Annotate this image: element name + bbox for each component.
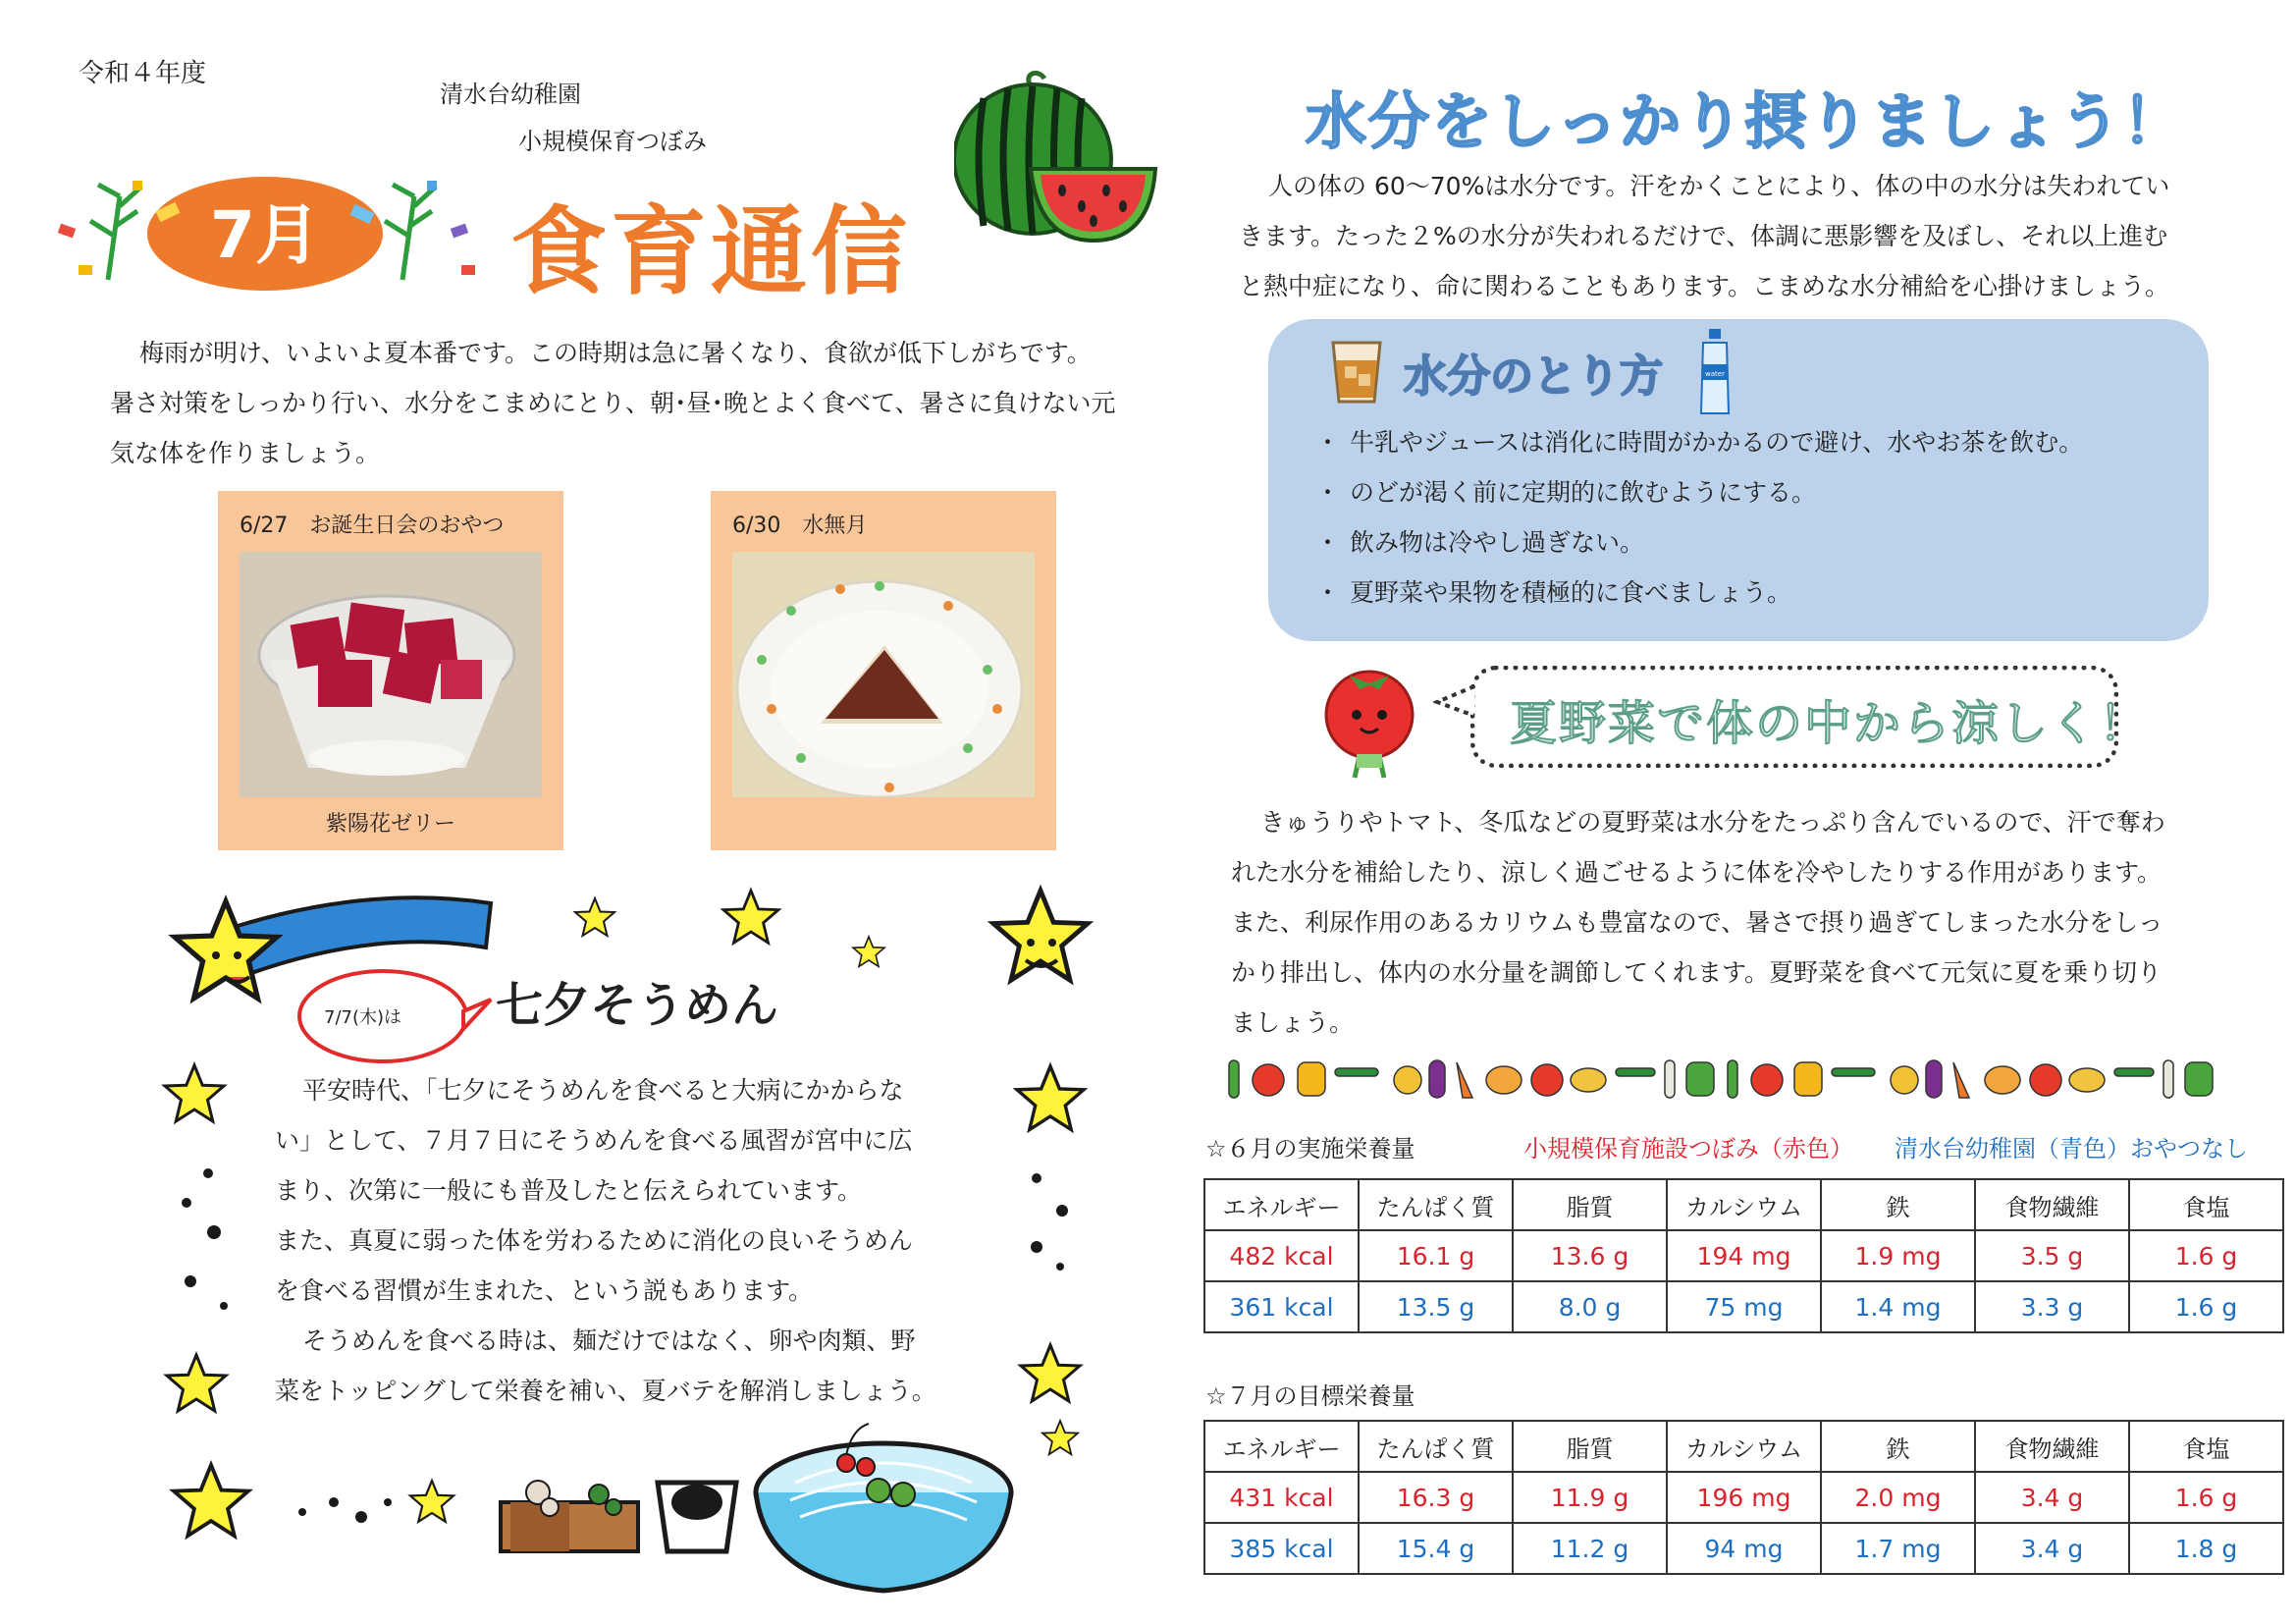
table-cell: エネルギー bbox=[1204, 1421, 1359, 1472]
table-cell: 16.3 g bbox=[1359, 1472, 1513, 1523]
table-row bbox=[1204, 1523, 2283, 1574]
table-cell: 94 mg bbox=[1667, 1523, 1821, 1574]
table-cell: 2.0 mg bbox=[1821, 1472, 1975, 1523]
table-cell: 食塩 bbox=[2129, 1421, 2283, 1472]
july-badge bbox=[39, 167, 491, 295]
tanabata-line: そうめんを食べる時は、麺だけではなく、卵や肉類、野 bbox=[302, 1326, 916, 1355]
tomato-mascot-icon bbox=[1315, 658, 1423, 785]
month-text: 7月 bbox=[210, 197, 320, 273]
table-cell: 鉄 bbox=[1821, 1421, 1975, 1472]
june-nutrition-table bbox=[1203, 1178, 2284, 1333]
vegetable-border-icon bbox=[1227, 1055, 2248, 1104]
table-cell: エネルギー bbox=[1204, 1179, 1359, 1230]
summer-veg-body bbox=[1231, 797, 2262, 1048]
water-heading: 水分をしっかり摂りましょう！ bbox=[1306, 85, 2186, 157]
table-cell: 11.2 g bbox=[1513, 1523, 1667, 1574]
page-title: 食育通信 bbox=[510, 196, 912, 308]
table-cell: 1.7 mg bbox=[1821, 1523, 1975, 1574]
table-cell: 1.8 g bbox=[2129, 1523, 2283, 1574]
table-cell: 1.6 g bbox=[2129, 1230, 2283, 1281]
water-box-title: 水分のとり方 bbox=[1404, 352, 1663, 402]
legend-red: 小規模保育施設つぼみ（赤色） bbox=[1523, 1135, 1853, 1163]
legend-blue: 清水台幼稚園（青色）おやつなし bbox=[1895, 1135, 2248, 1163]
tanabata-heading: 七夕そうめん bbox=[496, 978, 779, 1033]
table-cell: 15.4 g bbox=[1359, 1523, 1513, 1574]
table-cell: 196 mg bbox=[1667, 1472, 1821, 1523]
photo-card-jelly bbox=[218, 491, 563, 850]
june-nutrition-title: ☆６月の実施栄養量 bbox=[1205, 1135, 1415, 1163]
bottle-label: water bbox=[1705, 370, 1725, 378]
table-cell: 1.6 g bbox=[2129, 1281, 2283, 1332]
table-cell: 食物繊維 bbox=[1975, 1421, 2129, 1472]
table-cell: 13.5 g bbox=[1359, 1281, 1513, 1332]
year-label: 令和４年度 bbox=[79, 59, 207, 88]
summer-veg-line: ましょう。 bbox=[1231, 1008, 1355, 1037]
table-header-row bbox=[1204, 1179, 2283, 1230]
photo-caption: 6/30 水無月 bbox=[732, 514, 868, 538]
table-cell: 1.6 g bbox=[2129, 1472, 2283, 1523]
table-cell: 385 kcal bbox=[1204, 1523, 1359, 1574]
table-cell: 11.9 g bbox=[1513, 1472, 1667, 1523]
table-cell: 482 kcal bbox=[1204, 1230, 1359, 1281]
table-cell: 13.6 g bbox=[1513, 1230, 1667, 1281]
table-cell: 16.1 g bbox=[1359, 1230, 1513, 1281]
water-tip: ・ 牛乳やジュースは消化に時間がかかるので避け、水やお茶を飲む。 bbox=[1315, 417, 2083, 467]
table-cell: 1.4 mg bbox=[1821, 1281, 1975, 1332]
school-name: 清水台幼稚園 bbox=[440, 81, 581, 108]
july-nutrition-title: ☆７月の目標栄養量 bbox=[1205, 1382, 1415, 1410]
table-cell: 鉄 bbox=[1821, 1179, 1975, 1230]
water-tip: ・ 夏野菜や果物を積極的に食べましょう。 bbox=[1315, 568, 2083, 618]
bamboo-decoration-right-icon bbox=[385, 185, 436, 280]
water-line: きます。たった２%の水分が失われるだけで、体調に悪影響を及ぼし、それ以上進む bbox=[1239, 222, 2168, 250]
photo-subcaption: 紫陽花ゼリー bbox=[325, 812, 455, 837]
smiling-star-icon bbox=[175, 901, 277, 999]
table-cell: 3.4 g bbox=[1975, 1523, 2129, 1574]
tanabata-bubble-text: 7/7(木)は bbox=[324, 1007, 402, 1028]
tanabata-line: を食べる習慣が生まれた、という説もあります。 bbox=[275, 1276, 814, 1305]
summer-veg-line: かり排出し、体内の水分量を調節してくれます。夏野菜を食べて元気に夏を乗り切り bbox=[1231, 958, 2163, 987]
table-row bbox=[1204, 1281, 2283, 1332]
july-nutrition-table bbox=[1203, 1420, 2284, 1575]
intro-line: 暑さ対策をしっかり行い、水分をこまめにとり、朝･昼･晩とよく食べて、暑さに負けない元 bbox=[110, 389, 1116, 417]
table-cell: 194 mg bbox=[1667, 1230, 1821, 1281]
bamboo-decoration-left-icon bbox=[90, 185, 141, 280]
water-line: 人の体の 60～70%は水分です。汗をかくことにより、体の中の水分は失われてい bbox=[1268, 172, 2170, 200]
summer-veg-heading: 夏野菜で体の中から涼しく！ bbox=[1510, 696, 2149, 751]
table-cell: 食物繊維 bbox=[1975, 1179, 2129, 1230]
table-cell: 75 mg bbox=[1667, 1281, 1821, 1332]
table-cell: 3.4 g bbox=[1975, 1472, 2129, 1523]
table-cell: 8.0 g bbox=[1513, 1281, 1667, 1332]
table-cell: たんぱく質 bbox=[1359, 1421, 1513, 1472]
table-cell: 脂質 bbox=[1513, 1179, 1667, 1230]
photo-caption: 6/27 お誕生日会のおやつ bbox=[240, 514, 505, 538]
tanabata-line: い」として、７月７日にそうめんを食べる風習が宮中に広 bbox=[275, 1126, 913, 1155]
bubble-pointer bbox=[1433, 682, 1478, 722]
water-tips-box bbox=[1268, 319, 2209, 641]
table-cell: たんぱく質 bbox=[1359, 1179, 1513, 1230]
summer-veg-line: また、利尿作用のあるカリウムも豊富なので、暑さで摂り過ぎてしまった水分をしっ bbox=[1231, 908, 2163, 937]
table-cell: カルシウム bbox=[1667, 1179, 1821, 1230]
table-cell: 3.5 g bbox=[1975, 1230, 2129, 1281]
tanabata-body bbox=[275, 1065, 1001, 1416]
nursery-name: 小規模保育つぼみ bbox=[518, 128, 707, 155]
tea-glass-icon bbox=[1327, 337, 1386, 406]
water-body bbox=[1239, 161, 2260, 311]
table-row bbox=[1204, 1230, 2283, 1281]
intro-line: 梅雨が明け、いよいよ夏本番です。この時期は急に暑くなり、食欲が低下しがちです。 bbox=[139, 339, 1092, 367]
table-cell: 361 kcal bbox=[1204, 1281, 1359, 1332]
table-cell: 1.9 mg bbox=[1821, 1230, 1975, 1281]
summer-veg-line: れた水分を補給したり、涼しく過ごせるように体を冷やしたりする作用があります。 bbox=[1231, 858, 2163, 887]
tanabata-line: また、真夏に弱った体を労わるために消化の良いそうめん bbox=[275, 1226, 914, 1255]
table-cell: 3.3 g bbox=[1975, 1281, 2129, 1332]
summer-veg-line: きゅうりやトマト、冬瓜などの夏野菜は水分をたっぷり含んでいるので、汗で奪わ bbox=[1260, 808, 2165, 837]
photo-card-minazuki bbox=[711, 491, 1056, 850]
tanabata-line: まり、次第に一般にも普及したと伝えられています。 bbox=[275, 1176, 863, 1205]
tanabata-line: 菜をトッピングして栄養を補い、夏バテを解消しましょう。 bbox=[275, 1377, 936, 1405]
table-cell: カルシウム bbox=[1667, 1421, 1821, 1472]
table-row bbox=[1204, 1472, 2283, 1523]
table-cell: 食塩 bbox=[2129, 1179, 2283, 1230]
watermelon-icon bbox=[954, 69, 1160, 245]
water-tips-list bbox=[1315, 417, 2083, 618]
water-tip: ・ 飲み物は冷やし過ぎない。 bbox=[1315, 517, 2083, 568]
intro-text bbox=[110, 328, 1150, 478]
minazuki-photo bbox=[732, 552, 1035, 797]
tanabata-line: 平安時代、「七夕にそうめんを食べると大病にかからな bbox=[302, 1076, 904, 1105]
water-bottle-icon bbox=[1697, 327, 1733, 417]
table-cell: 431 kcal bbox=[1204, 1472, 1359, 1523]
table-cell: 脂質 bbox=[1513, 1421, 1667, 1472]
intro-line: 気な体を作りましょう。 bbox=[110, 439, 381, 467]
jelly-photo bbox=[240, 552, 542, 797]
table-header-row bbox=[1204, 1421, 2283, 1472]
water-line: と熱中症になり、命に関わることもあります。こまめな水分補給を心掛けましょう。 bbox=[1239, 272, 2170, 300]
water-tip: ・ のどが渇く前に定期的に飲むようにする。 bbox=[1315, 467, 2083, 517]
